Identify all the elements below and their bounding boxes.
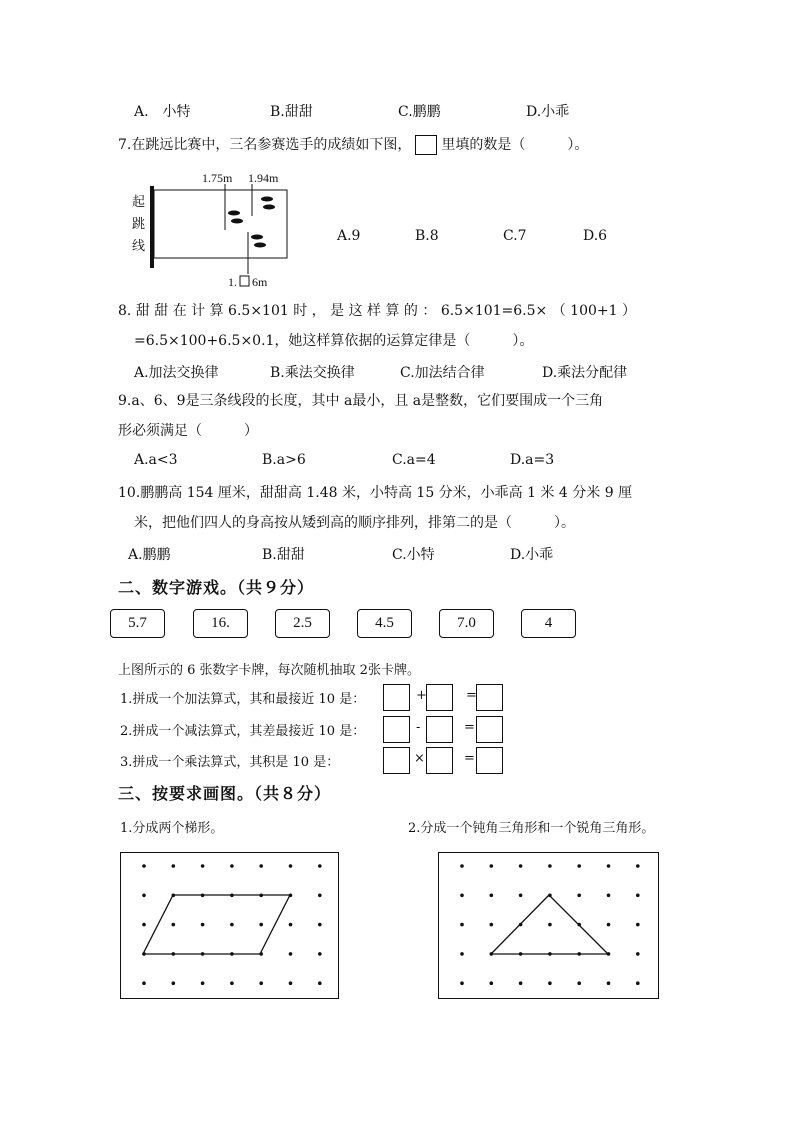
- number-card-1: 5.7: [110, 609, 165, 638]
- grid-dot: [318, 864, 322, 868]
- grid-dot: [490, 981, 494, 985]
- grid-dot: [636, 923, 640, 927]
- footprint-icon-a: [228, 211, 243, 224]
- section-2-title: 二、数字游戏。（共９分）: [118, 578, 315, 597]
- label-bottom-blank: [240, 276, 249, 286]
- q9-option-c[interactable]: C.a=4: [392, 452, 436, 468]
- grid-dot: [490, 923, 494, 927]
- q7-blank-box: [415, 135, 437, 155]
- q6-option-d[interactable]: D.小乖: [526, 104, 570, 120]
- grid-dot: [172, 923, 176, 927]
- start-line-label-2: 跳: [132, 216, 146, 231]
- grid-dot: [607, 981, 611, 985]
- q6-option-b[interactable]: B.甜甜: [270, 104, 313, 120]
- grid-dot: [460, 864, 464, 868]
- q7-text-before: 7.在跳远比赛中，三名参赛选手的成绩如下图，: [118, 137, 412, 153]
- grid-dot: [172, 981, 176, 985]
- grid-dot: [490, 894, 494, 898]
- grid-dot: [460, 894, 464, 898]
- q10-options: [0, 544, 794, 568]
- grid-dot: [142, 981, 146, 985]
- equation-2-text: 2.拼成一个减法算式，其差最接近 10 是：: [120, 724, 366, 739]
- q7-text-after: 里填的数是（ ）。: [441, 137, 589, 153]
- equals-sign-1: =: [466, 688, 477, 703]
- number-card-6: 4: [521, 609, 576, 638]
- q7-options: [0, 228, 794, 252]
- grid-dot: [519, 864, 523, 868]
- grid-dot: [519, 981, 523, 985]
- dot-grid-triangle[interactable]: [438, 852, 660, 1000]
- q9-options: [0, 452, 794, 476]
- q9-line-2: 形必须满足（ ）: [118, 423, 258, 439]
- equation-3-result-box[interactable]: [476, 747, 503, 774]
- grid-dot: [289, 981, 293, 985]
- q7-option-a[interactable]: A.9: [337, 228, 361, 244]
- grid-dot: [318, 952, 322, 956]
- equation-2-box-a[interactable]: [383, 716, 410, 743]
- times-sign: ×: [414, 751, 425, 766]
- grid-dot: [636, 864, 640, 868]
- q10-option-d[interactable]: D.小乖: [510, 547, 554, 563]
- grid-dot: [318, 894, 322, 898]
- grid-dot: [636, 952, 640, 956]
- grid-dot: [259, 864, 263, 868]
- footprint-icon-b: [261, 197, 275, 210]
- equation-3-box-b[interactable]: [426, 747, 453, 774]
- grid-dot: [201, 864, 205, 868]
- q8-option-c[interactable]: C.加法结合律: [400, 365, 485, 381]
- start-line-label-3: 线: [132, 238, 146, 253]
- grid-dot: [548, 923, 552, 927]
- q6-option-a[interactable]: A. 小特: [134, 104, 191, 120]
- equation-3-text: 3.拼成一个乘法算式，其积是 10 是：: [120, 755, 340, 770]
- equation-1-text: 1.拼成一个加法算式，其和最接近 10 是：: [120, 692, 366, 707]
- label-top-b: 1.94m: [248, 171, 279, 185]
- equals-sign-2: =: [464, 720, 475, 735]
- grid-dot: [577, 894, 581, 898]
- q10-line-1: 10.鹏鹏高 154 厘米，甜甜高 1.48 米，小特高 15 分米，小乖高 1 米 4 分米 9 厘: [118, 485, 633, 501]
- grid-dot: [519, 894, 523, 898]
- grid-dot: [142, 923, 146, 927]
- label-bottom-suffix: 6m: [252, 275, 268, 289]
- q8-line-2: =6.5×100+6.5×0.1，她这样算依据的运算定律是（ ）。: [134, 333, 534, 349]
- equation-2-box-b[interactable]: [426, 716, 453, 743]
- drawing-task-1: 1.分成两个梯形。: [120, 821, 224, 836]
- q10-option-a[interactable]: A.鹏鹏: [128, 547, 171, 563]
- section-2-intro: 上图所示的 6 张数字卡牌，每次随机抽取 2张卡牌。: [118, 663, 420, 678]
- q9-option-b[interactable]: B.a>6: [262, 452, 306, 468]
- grid-dot: [201, 923, 205, 927]
- grid-dot: [289, 923, 293, 927]
- equation-2-result-box[interactable]: [476, 716, 503, 743]
- q7-option-d[interactable]: D.6: [583, 228, 608, 244]
- number-card-3: 2.5: [275, 609, 330, 638]
- equals-sign-3: =: [464, 751, 475, 766]
- q10-option-c[interactable]: C.小特: [392, 547, 435, 563]
- label-bottom-prefix: 1.: [228, 275, 237, 289]
- q8-option-a[interactable]: A.加法交换律: [134, 365, 219, 381]
- grid-frame-1: [121, 853, 339, 999]
- q8-options: [0, 362, 794, 386]
- q9-option-d[interactable]: D.a=3: [510, 452, 555, 468]
- q8-line-1: 8. 甜 甜 在 计 算 6.5×101 时 ， 是 这 样 算 的 ： 6.5×101=6.5× （ 100+1 ）: [118, 303, 636, 319]
- q9-line-1: 9.a、6、9是三条线段的长度，其中 a最小，且 a是整数，它们要围成一个三角: [118, 393, 604, 409]
- grid-dot: [142, 894, 146, 898]
- grid-dot: [259, 981, 263, 985]
- grid-dot: [259, 923, 263, 927]
- minus-sign: -: [416, 720, 421, 735]
- grid-dot: [636, 981, 640, 985]
- grid-dot: [460, 981, 464, 985]
- plus-sign: +: [416, 688, 427, 703]
- grid-dot: [142, 864, 146, 868]
- grid-dot: [490, 864, 494, 868]
- section-3-title: 三、按要求画图。（共８分）: [118, 784, 332, 803]
- grid-dot: [548, 864, 552, 868]
- grid-dot: [230, 981, 234, 985]
- grid-dot: [318, 923, 322, 927]
- grid-dot: [460, 952, 464, 956]
- grid-dot: [607, 923, 611, 927]
- grid-dot: [289, 952, 293, 956]
- grid-dot: [318, 981, 322, 985]
- grid-dots-2: [460, 864, 639, 985]
- grid-dot: [577, 864, 581, 868]
- equation-3-box-a[interactable]: [383, 747, 410, 774]
- q8-option-b[interactable]: B.乘法交换律: [270, 365, 355, 381]
- dot-grid-parallelogram[interactable]: [120, 852, 340, 1000]
- label-top-a: 1.75m: [202, 171, 233, 185]
- grid-dot: [172, 864, 176, 868]
- equation-1-result-box[interactable]: [476, 684, 503, 711]
- drawing-task-2: 2.分成一个钝角三角形和一个锐角三角形。: [408, 821, 655, 836]
- q9-option-a[interactable]: A.a<3: [134, 452, 178, 468]
- q10-line-2: 米，把他们四人的身高按从矮到高的顺序排列，排第二的是（ ）。: [134, 515, 575, 531]
- number-card-2: 16.: [193, 609, 248, 638]
- grid-dot: [201, 981, 205, 985]
- grid-dot: [230, 923, 234, 927]
- q6-options: [0, 101, 794, 125]
- q7-option-c[interactable]: C.7: [503, 228, 527, 244]
- grid-dot: [577, 981, 581, 985]
- q10-option-b[interactable]: B.甜甜: [262, 547, 305, 563]
- parallelogram-shape: [143, 895, 290, 954]
- equation-1-box-a[interactable]: [383, 684, 410, 711]
- grid-dot: [607, 894, 611, 898]
- grid-dot: [548, 981, 552, 985]
- number-card-5: 7.0: [439, 609, 494, 638]
- grid-dot: [289, 864, 293, 868]
- number-card-4: 4.5: [357, 609, 412, 638]
- grid-dots-1: [142, 864, 321, 985]
- q6-option-c[interactable]: C.鹏鹏: [398, 104, 441, 120]
- q7-question: [118, 134, 588, 155]
- grid-dot: [607, 864, 611, 868]
- equation-1-box-b[interactable]: [426, 684, 453, 711]
- q7-option-b[interactable]: B.8: [415, 228, 439, 244]
- grid-dot: [636, 894, 640, 898]
- grid-dot: [230, 864, 234, 868]
- q8-option-d[interactable]: D.乘法分配律: [542, 365, 628, 381]
- start-line-label-1: 起: [132, 194, 146, 209]
- grid-dot: [460, 923, 464, 927]
